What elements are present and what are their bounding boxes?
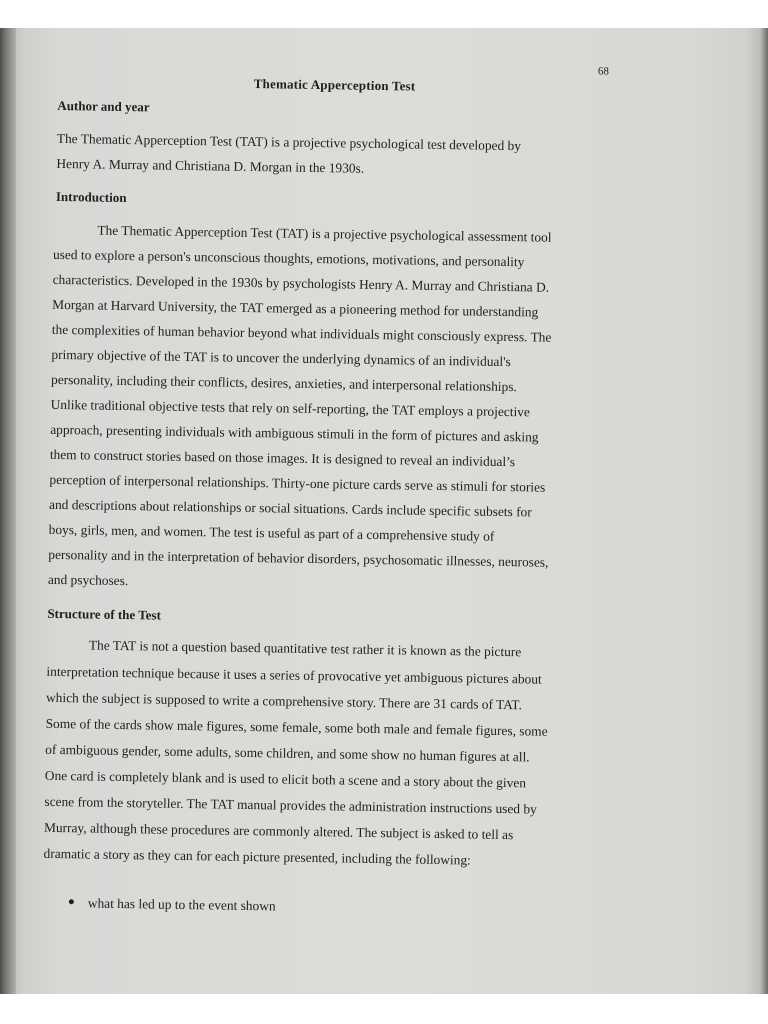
intro-line-9: approach, presenting individuals with ambiguous stimuli in the form of pictures and asking xyxy=(50,421,539,445)
page-number: 68 xyxy=(597,65,610,78)
structure-line-5: of ambiguous gender, some adults, some children, and some show no human figures at all. xyxy=(45,741,530,765)
intro-line-7: personality, including their conflicts, desires, anxieties, and interpersonal relationships. xyxy=(50,371,517,395)
intro-line-15: and psychoses. xyxy=(47,571,129,589)
intro-line-13: boys, girls, men, and women. The test is useful as part of a comprehensive study of xyxy=(48,521,495,544)
structure-line-1: The TAT is not a question based quantitative test rather it is known as the picture xyxy=(88,637,522,660)
structure-line-2: interpretation technique because it uses a series of provocative yet ambiguous pictures about xyxy=(46,663,542,687)
structure-line-9: dramatic a story as they can for each picture presented, including the following: xyxy=(43,845,471,868)
intro-line-11: perception of interpersonal relationships. Thirty-one picture cards serve as stimuli for stories xyxy=(49,471,546,495)
intro-line-8: Unlike traditional objective tests that rely on self-reporting, the TAT employs a projective xyxy=(50,396,530,420)
author-line-1: The Thematic Apperception Test (TAT) is a projective psychological test developed by xyxy=(56,130,522,154)
structure-line-6: One card is completely blank and is used to elicit both a scene and a story about the given xyxy=(44,767,527,791)
structure-line-8: Murray, although these procedures are commonly altered. The subject is asked to tell as xyxy=(43,819,514,843)
intro-line-10: them to construct stories based on those images. It is designed to reveal an individual’s xyxy=(49,446,516,470)
heading-author-and-year: Author and year xyxy=(57,97,150,115)
book-page xyxy=(0,28,768,994)
bullet-dot-icon xyxy=(69,900,74,905)
document-title: Thematic Apperception Test xyxy=(253,76,416,94)
structure-line-4: Some of the cards show male figures, some female, some both male and female figures, some xyxy=(45,715,548,739)
intro-line-1: The Thematic Apperception Test (TAT) is a projective psychological assessment tool xyxy=(97,222,552,245)
intro-line-4: Morgan at Harvard University, the TAT emerged as a pioneering method for understanding xyxy=(52,296,539,320)
structure-line-7: scene from the storyteller. The TAT manual provides the administration instructions used by xyxy=(44,793,537,817)
intro-line-5: the complexities of human behavior beyond what individuals might consciously express. The xyxy=(51,321,552,345)
intro-line-6: primary objective of the TAT is to uncover the underlying dynamics of an individual's xyxy=(51,346,511,370)
intro-line-2: used to explore a person's unconscious thoughts, emotions, motivations, and personality xyxy=(52,246,525,270)
heading-structure-of-the-test: Structure of the Test xyxy=(47,605,162,623)
author-line-2: Henry A. Murray and Christiana D. Morgan in the 1930s. xyxy=(56,155,365,176)
page-text xyxy=(0,28,768,994)
bullet-list-item xyxy=(69,895,276,914)
intro-line-14: personality and in the interpretation of behavior disorders, psychosomatic illnesses, neuroses, xyxy=(48,546,549,570)
structure-line-3: which the subject is supposed to write a comprehensive story. There are 31 cards of TAT. xyxy=(45,689,523,713)
heading-introduction: Introduction xyxy=(55,188,127,206)
intro-line-12: and descriptions about relationships or social situations. Cards include specific subsets for xyxy=(48,496,532,520)
intro-line-3: characteristics. Developed in the 1930s by psychologists Henry A. Murray and Christiana D. xyxy=(52,271,550,295)
bullet-text: what has led up to the event shown xyxy=(87,895,276,914)
